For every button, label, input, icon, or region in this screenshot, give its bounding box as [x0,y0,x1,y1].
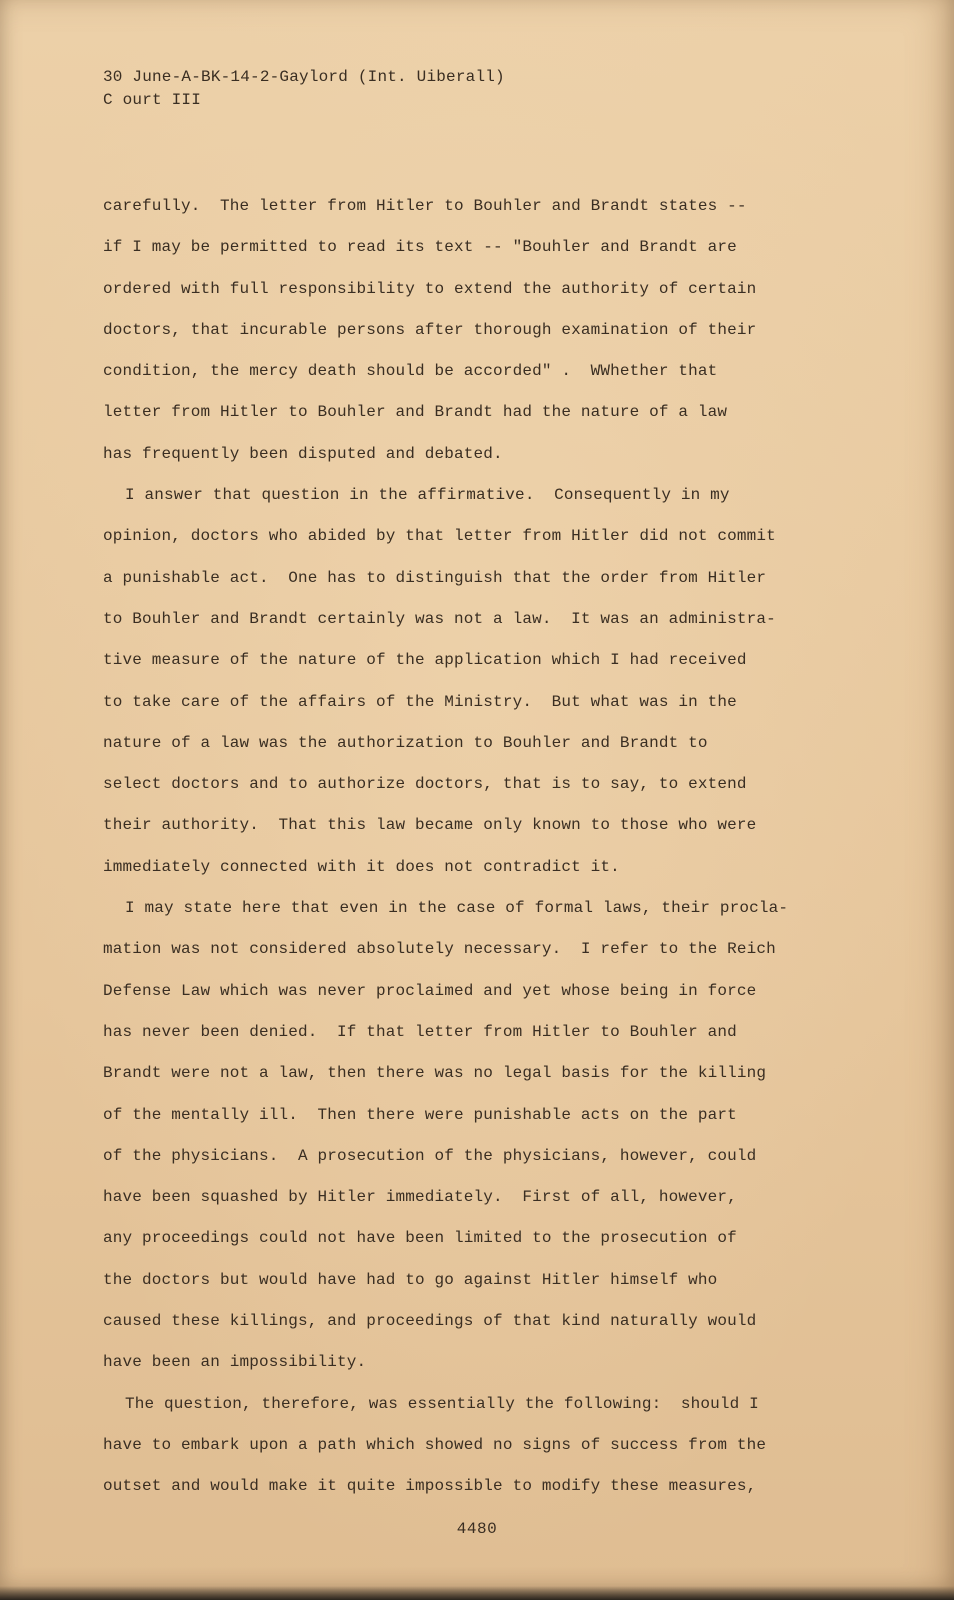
text-line: has frequently been disputed and debated. [103,444,503,463]
text-line: immediately connected with it does not contradict it. [103,857,620,876]
text-line: if I may be permitted to read its text -- "Bouhler and Brandt are [103,238,737,257]
text-line: I answer that question in the affirmative. Consequently in my [125,486,730,505]
text-line: any proceedings could not have been limited to the prosecution of [103,1229,737,1248]
text-line: nature of a law was the authorization to Bouhler and Brandt to [103,733,708,752]
text-line: to Bouhler and Brandt certainly was not a law. It was an administra- [103,609,776,628]
text-line: opinion, doctors who abided by that letter from Hitler did not commit [103,527,776,546]
text-line: carefully. The letter from Hitler to Bouhler and Brandt states -- [103,197,747,215]
text-line: a punishable act. One has to distinguish that the order from Hitler [103,568,767,587]
text-line: select doctors and to authorize doctors, that is to say, to extend [103,775,747,794]
text-line: I may state here that even in the case of formal laws, their procla- [125,899,789,918]
paragraph [103,1384,823,1508]
text-line: condition, the mercy death should be accorded" . WWhether that [103,362,718,381]
transcript-body [103,186,823,1508]
text-line: The question, therefore, was essentially the following: should I [125,1394,759,1413]
text-line: Defense Law which was never proclaimed and yet whose being in force [103,981,757,1000]
page-number: 4480 [456,1520,498,1538]
text-line: of the physicians. A prosecution of the physicians, however, could [103,1146,757,1165]
text-line: the doctors but would have had to go against Hitler himself who [103,1270,718,1289]
text-line: have to embark upon a path which showed no signs of success from the [103,1435,767,1454]
text-line: tive measure of the nature of the application which I had received [103,651,747,670]
text-line: Brandt were not a law, then there was no legal basis for the killing [103,1064,767,1083]
paragraph [103,888,823,1384]
text-line: ordered with full responsibility to extend the authority of certain [103,279,757,298]
text-line: letter from Hitler to Bouhler and Brandt had the nature of a law [103,403,728,422]
text-line: has never been denied. If that letter from Hitler to Bouhler and [103,1022,737,1041]
page-header [103,66,505,112]
text-line: have been squashed by Hitler immediately. First of all, however, [103,1188,737,1207]
text-line: to take care of the affairs of the Ministry. But what was in the [103,692,737,711]
text-line: mation was not considered absolutely necessary. I refer to the Reich [103,940,776,959]
text-line: their authority. That this law became only known to those who were [103,816,757,835]
page-bottom-edge [0,1586,954,1600]
text-line: have been an impossibility. [103,1353,367,1372]
header-reference-line: 30 June-A-BK-14-2-Gaylord (Int. Uiberall) [103,68,505,86]
paragraph [103,186,823,475]
paragraph [103,475,823,888]
text-line: caused these killings, and proceedings of that kind naturally would [103,1312,757,1331]
text-line: doctors, that incurable persons after thorough examination of their [103,320,757,339]
text-line: outset and would make it quite impossible to modify these measures, [103,1477,757,1496]
header-court-line: C ourt III [103,91,202,109]
text-line: of the mentally ill. Then there were punishable acts on the part [103,1105,737,1124]
